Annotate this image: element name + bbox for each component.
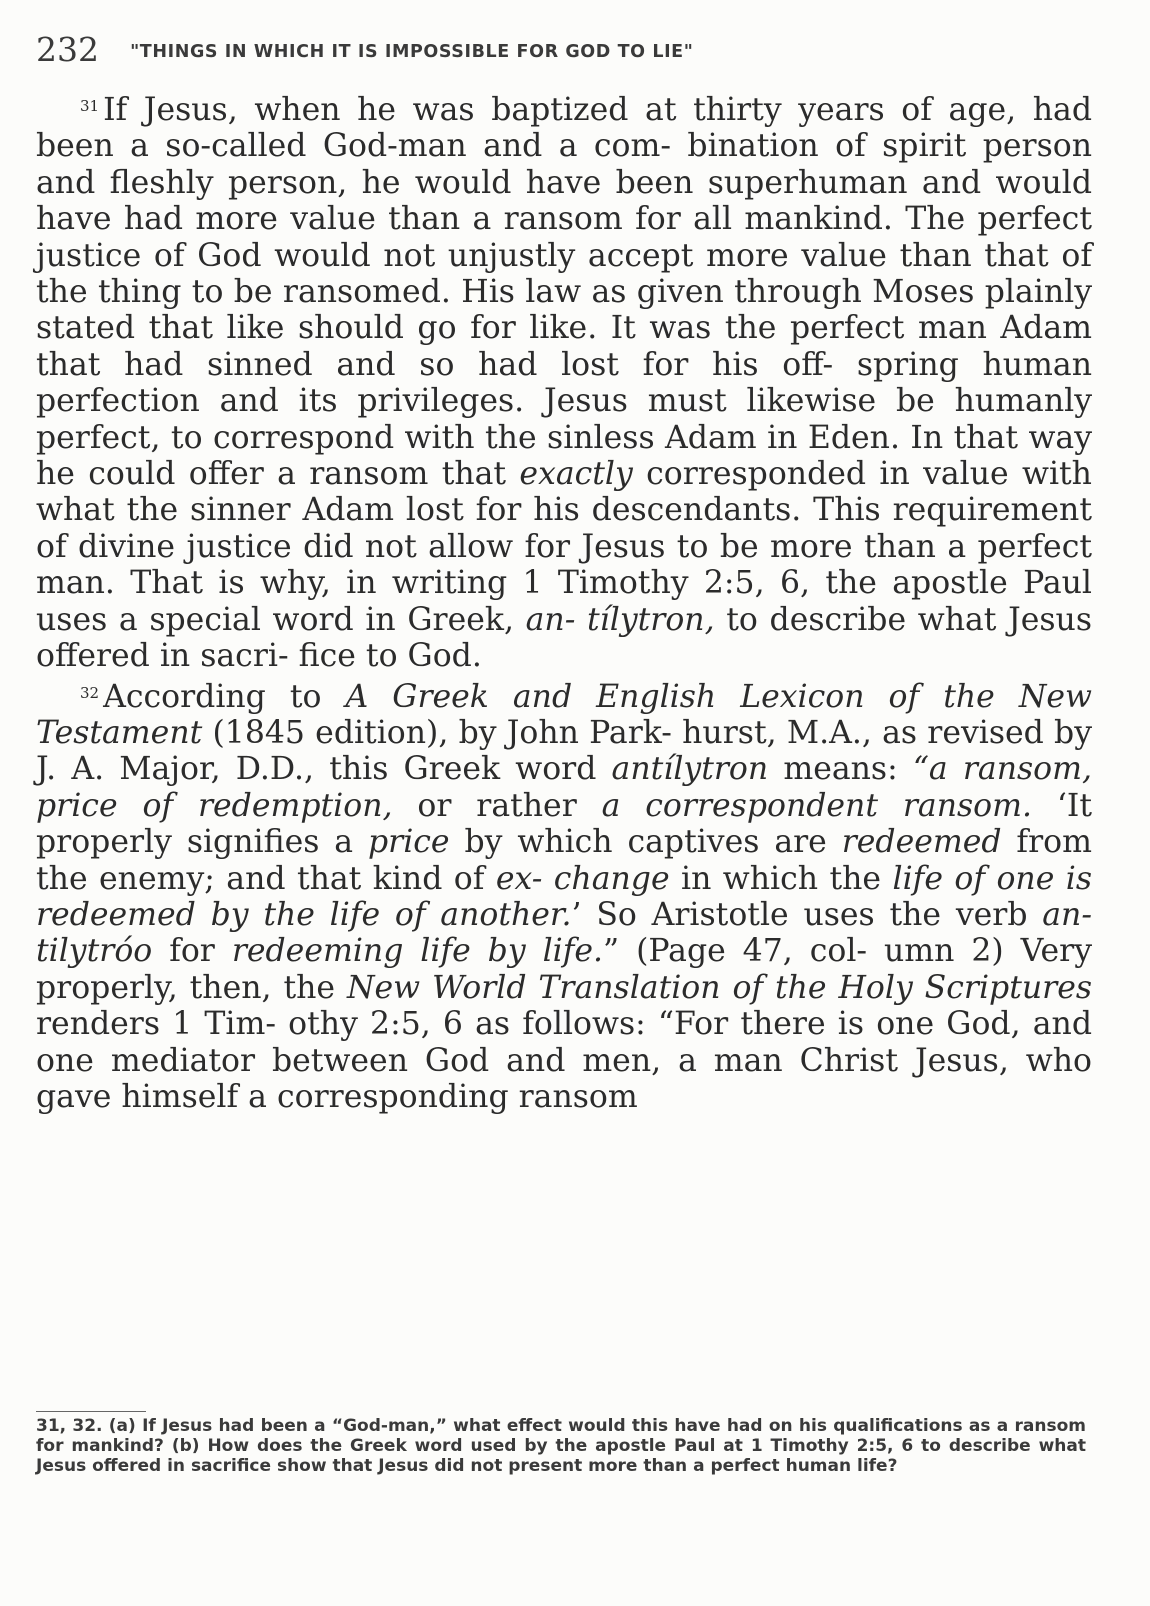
study-questions-footnote: 31, 32. (a) If Jesus had been a “God-man,” what effect would this have had on his qualifications as a ransom for mankind? (b) How does the Greek word used by the apostle Paul at 1 Timothy 2:5, 6 to describe what Jesus offered in sacrifice show that Jesus did not present more than a perfect human life? <box>36 1416 1086 1476</box>
paragraph-text: from the enemy; and that kind of <box>36 824 1092 897</box>
page-header <box>36 30 1106 74</box>
paragraph-text: ’ So Aristotle uses the verb <box>571 896 1043 933</box>
paragraph-text: by which captives are <box>449 824 842 861</box>
italic-term: exactly <box>519 456 633 493</box>
italic-quote: life of one is redeemed by the life of another. <box>36 860 1093 933</box>
paragraph-text: If Jesus, when he was baptized at thirty years of age, had been a so-called God-man and a com- bination of spirit person and fleshly person, he would have been superhuman and would have had more value than a ransom for all mankind. The perfect justice of God would not unjustly accept more value than that of the thing to be ransomed. His law as given through Moses plainly stated that like should go for like. It was the perfect man Adam that had sinned and so had lost for his off- spring human perfection and its privileges. Jesus must likewise be humanly perfect, to correspond with the sinless Adam in Eden. In that way he could offer a ransom that <box>36 92 1092 493</box>
italic-quote: redeeming life by life. <box>231 933 604 970</box>
body-text <box>36 88 1092 1115</box>
paragraph-text: (1845 edition), by John Park- hurst, M.A., as revised by J. A. Major, D.D., this Greek word <box>36 714 1092 788</box>
running-title: "THINGS IN WHICH IT IS IMPOSSIBLE FOR GOD TO LIE" <box>130 42 694 62</box>
paragraph-text: or rather <box>392 787 602 824</box>
paragraph-text: to describe what Jesus offered in sacri- fice to God. <box>36 601 1092 675</box>
paragraph-31 <box>36 88 1092 675</box>
italic-book-title: New World Translation of the Holy Scriptures <box>346 969 1092 1006</box>
paragraph-text: for <box>152 933 232 970</box>
italic-term: antílytron <box>611 751 769 788</box>
italic-quote: a correspondent ransom. <box>601 787 1033 824</box>
paragraph-text: renders 1 Tim- othy 2:5, 6 as follows: “For there is one God, and one mediator between God and men, a man Christ Jesus, who gave himself a corresponding ransom <box>36 1006 1092 1115</box>
italic-term: redeemed <box>841 824 1002 861</box>
paragraph-number: 32 <box>80 683 100 702</box>
page-number: 232 <box>36 30 99 69</box>
italic-term: price <box>367 824 450 861</box>
italic-term: an- tilytróo <box>36 896 1092 970</box>
paragraph-32 <box>36 675 1092 1116</box>
paragraph-text: ‘It properly signifies a <box>36 787 1093 861</box>
paragraph-text: means: <box>768 751 913 788</box>
paragraph-number: 31 <box>80 97 100 115</box>
footnote-divider <box>36 1411 146 1412</box>
paragraph-text: in which the <box>669 860 893 897</box>
paragraph-text: ” (Page 47, col- umn 2) Very properly, then, the <box>36 933 1092 1006</box>
italic-book-title: A Greek and English Lexicon of the New Testament <box>36 678 1092 751</box>
italic-term: ex- change <box>495 860 670 897</box>
italic-quote: “a ransom, price of redemption, <box>36 751 1092 824</box>
paragraph-text: According to <box>103 678 346 715</box>
italic-term: an- tílytron, <box>525 601 715 638</box>
paragraph-text: corresponded in value with what the sinner Adam lost for his descendants. This requirement of divine justice did not allow for Jesus to be more than a perfect man. That is why, in writing 1 Timothy 2:5, 6, the apostle Paul uses a special word in Greek, <box>36 456 1092 638</box>
